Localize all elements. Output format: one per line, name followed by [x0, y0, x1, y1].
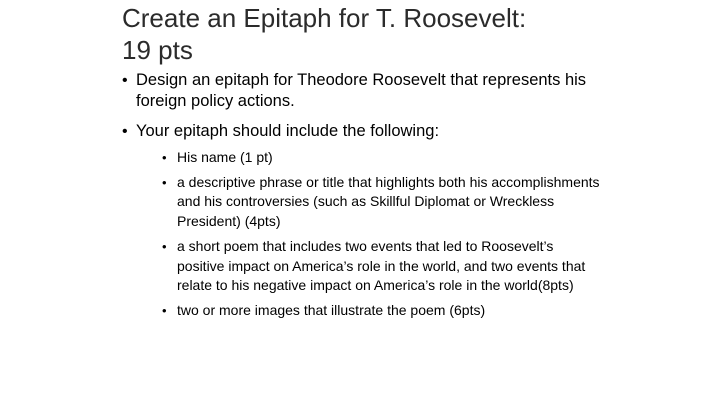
- bullet-text: Design an epitaph for Theodore Roosevelt that represents his foreign policy actions.: [136, 71, 587, 110]
- bullet-item: [122, 70, 602, 112]
- bullet-text: Your epitaph should include the following:: [136, 122, 440, 140]
- sub-bullet-text: a short poem that includes two events that led to Roosevelt’s positive impact on America’s role in the world, and two events that relate to his negative impact on America’s role in the world(8pts): [177, 237, 586, 294]
- slide-title: [122, 2, 682, 66]
- bullet-icon: •: [122, 72, 128, 89]
- sub-bullet-item: [162, 148, 602, 168]
- slide-content: [122, 70, 602, 330]
- sub-bullet-text: a descriptive phrase or title that highlights both his accomplishments and his controversies (such as Skillful Diplomat or Wreckless President) (4pts): [177, 173, 600, 230]
- bullet-icon: •: [162, 174, 167, 190]
- title-line-2: 19 pts: [122, 35, 193, 65]
- title-line-1: Create an Epitaph for T. Roosevelt:: [122, 3, 527, 33]
- bullet-icon: •: [162, 302, 167, 318]
- sub-bullet-item: [162, 237, 602, 296]
- sub-bullet-list: [136, 148, 602, 321]
- bullet-item: [122, 121, 602, 321]
- sub-bullet-text: two or more images that illustrate the poem (6pts): [177, 301, 486, 318]
- sub-bullet-item: [162, 301, 602, 321]
- bullet-icon: •: [162, 150, 167, 165]
- sub-bullet-text: His name (1 pt): [177, 149, 273, 165]
- bullet-icon: •: [122, 123, 128, 140]
- bullet-icon: •: [162, 238, 167, 254]
- sub-bullet-item: [162, 173, 602, 232]
